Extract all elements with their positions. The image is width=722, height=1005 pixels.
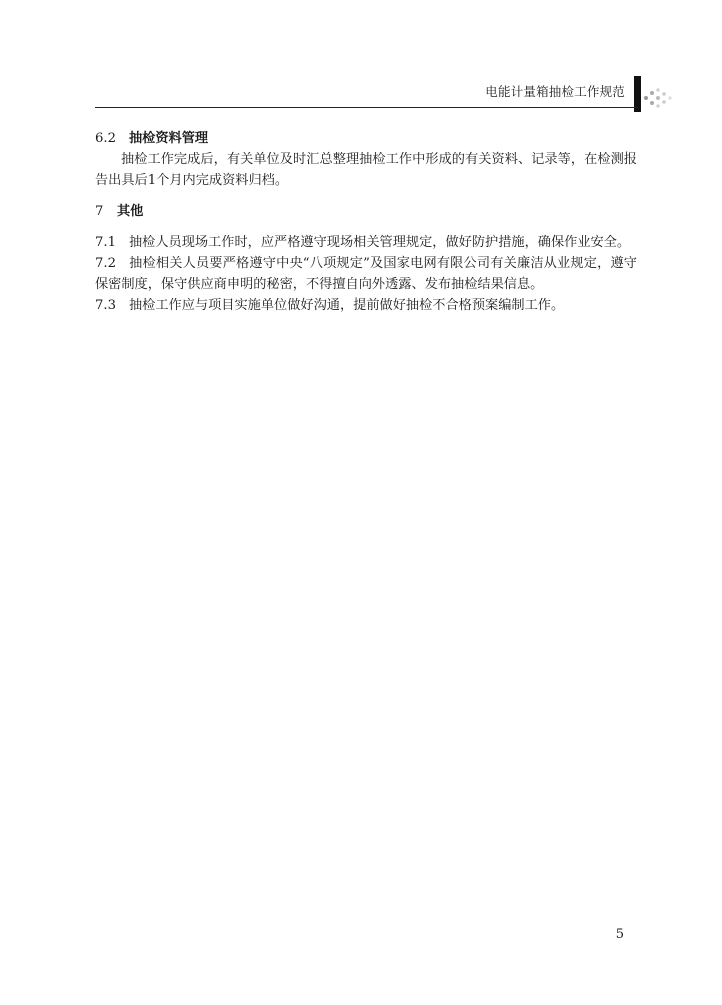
item-number: 7.2 — [95, 256, 116, 271]
section-heading-7 — [95, 201, 637, 222]
list-item-7-1 — [95, 232, 637, 253]
item-text: 抽检工作应与项目实施单位做好沟通，提前做好抽检不合格预案编制工作。 — [129, 298, 565, 313]
section-paragraph: 抽检工作完成后，有关单位及时汇总整理抽检工作中形成的有关资料、记录等，在检测报告出具后1个月内完成资料归档。 — [95, 152, 637, 188]
page-number: 5 — [615, 927, 624, 942]
section-number: 6.2 — [95, 131, 116, 146]
list-item-7-3 — [95, 295, 637, 316]
header-rule — [95, 107, 638, 108]
section-heading-6-2 — [95, 128, 637, 149]
header-dots-ornament — [642, 87, 676, 109]
section-number: 7 — [95, 204, 104, 219]
item-text: 抽检相关人员要严格遵守中央“八项规定”及国家电网有限公司有关廉洁从业规定，遵守保密制度，保守供应商申明的秘密，不得擅自向外透露、发布抽检结果信息。 — [95, 256, 637, 292]
item-text: 抽检人员现场工作时，应严格遵守现场相关管理规定，做好防护措施，确保作业安全。 — [129, 235, 631, 250]
item-number: 7.1 — [95, 235, 116, 250]
section-title: 抽检资料管理 — [129, 131, 209, 146]
item-number: 7.3 — [95, 298, 116, 313]
list-item-7-2 — [95, 253, 637, 295]
header-title: 电能计量箱抽检工作规范 — [485, 84, 625, 99]
page-content — [95, 128, 637, 316]
section-title: 其他 — [117, 204, 144, 219]
